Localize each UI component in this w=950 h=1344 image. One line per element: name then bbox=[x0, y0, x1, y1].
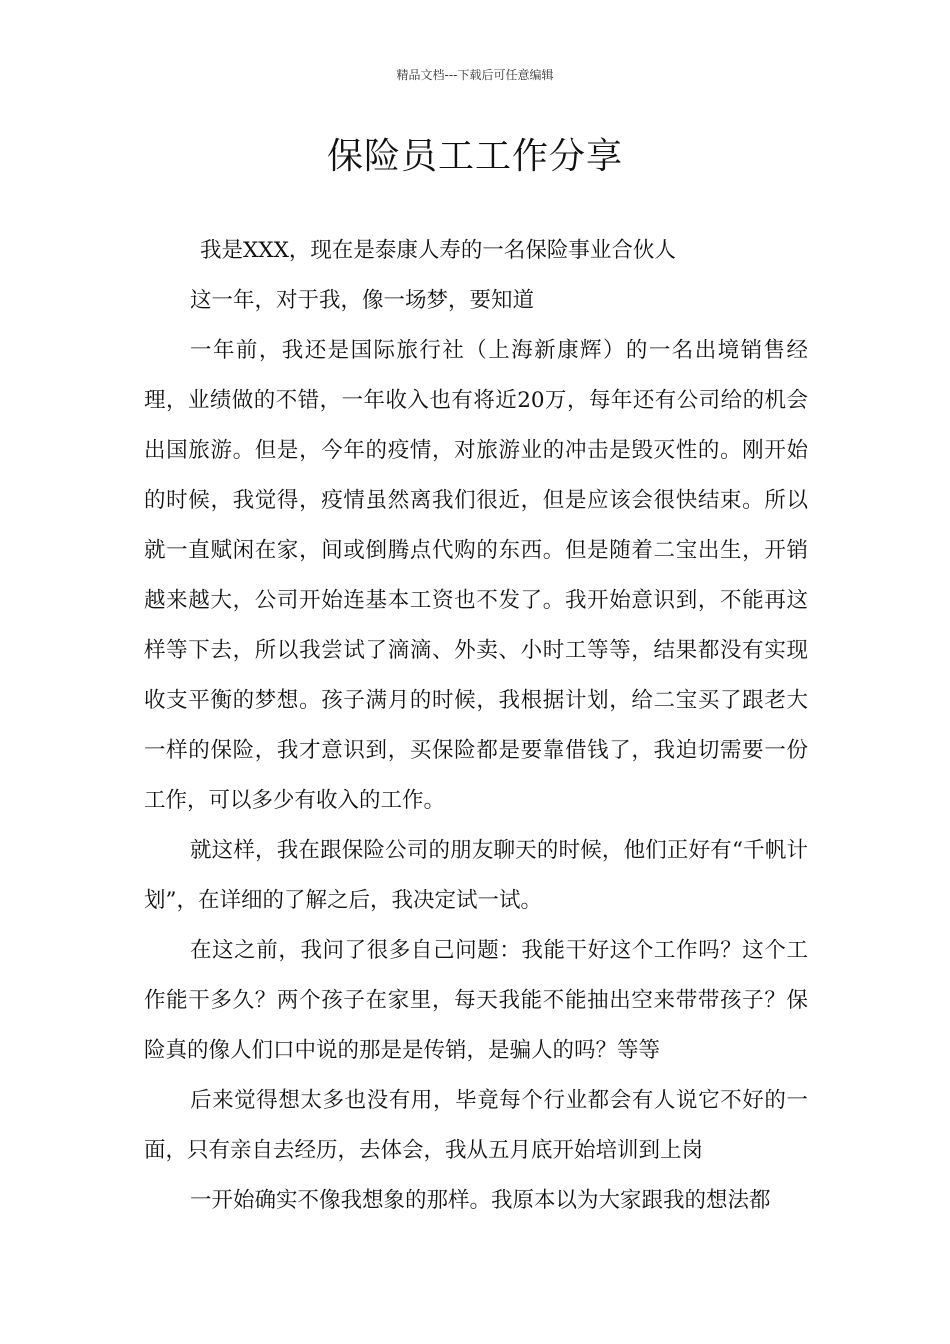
paragraph-opportunity: 就这样，我在跟保险公司的朋友聊天的时候，他们正好有“千帆计划”，在详细的了解之后，我决定试一试。 bbox=[144, 838, 808, 913]
header-note: 精品文档---下载后可任意编辑 bbox=[396, 68, 554, 82]
paragraph-background: 一年前，我还是国际旅行社（上海新康辉）的一名出境销售经理，业绩做的不错，一年收入也有将近20万，每年还有公司给的机会出国旅游。但是，今年的疫情，对旅游业的冲击是毁灭性的。刚开始的时候，我觉得，疫情虽然离我们很近，但是应该会很快结束。所以就一直赋闲在家，间或倒腾点代购的东西。但是随着二宝出生，开销越来越大，公司开始连基本工资也不发了。我开始意识到，不能再这样等下去，所以我尝试了滴滴、外卖、小时工等等，结果都没有实现收支平衡的梦想。孩子满月的时候，我根据计划，给二宝买了跟老大一样的保险，我才意识到，买保险都是要靠借钱了，我迫切需要一份工作，可以多少有收入的工作。 bbox=[144, 338, 808, 813]
paragraph-questions: 在这之前，我问了很多自己问题：我能干好这个工作吗？这个工作能干多久？两个孩子在家里，每天我能不能抽出空来带带孩子？保险真的像人们口中说的那是是传销，是骗人的吗？等等 bbox=[144, 938, 808, 1063]
paragraph-intro: 我是XXX，现在是泰康人寿的一名保险事业合伙人 bbox=[200, 238, 676, 263]
document-title: 保险员工工作分享 bbox=[326, 136, 623, 177]
paragraph-decision: 后来觉得想太多也没有用，毕竟每个行业都会有人说它不好的一面，只有亲自去经历，去体会，我从五月底开始培训到上岗 bbox=[144, 1088, 808, 1163]
paragraph-dream: 这一年，对于我，像一场梦，要知道 bbox=[190, 288, 535, 313]
document-body bbox=[144, 226, 808, 1226]
paragraph-beginning: 一开始确实不像我想象的那样。我原本以为大家跟我的想法都 bbox=[190, 1188, 771, 1213]
